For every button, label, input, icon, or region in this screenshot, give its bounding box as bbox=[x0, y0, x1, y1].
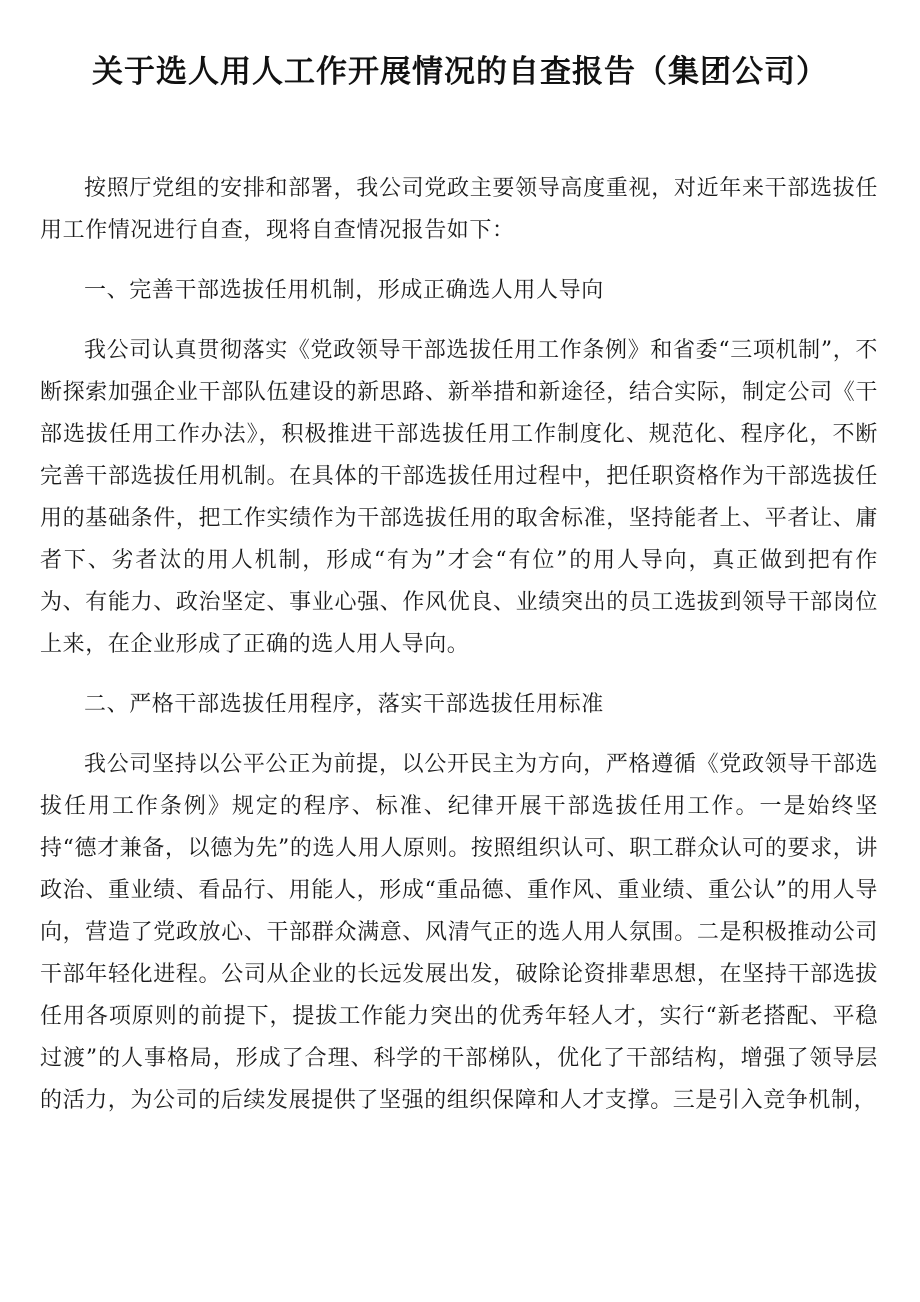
document-title: 关于选人用人工作开展情况的自查报告（集团公司） bbox=[92, 54, 828, 90]
section-2-paragraph: 我公司坚持以公平公正为前提，以公开民主为方向，严格遵循《党政领导干部选拔任用工作条例》规定的程序、标准、纪律开展干部选拔任用工作。一是始终坚持“德才兼备，以德为先”的选人用人原则。按照组织认可、职工群众认可的要求，讲政治、重业绩、看品行、用能人，形成“重品德、重作风、重业绩、重公认”的用人导向，营造了党政放心、干部群众满意、风清气正的选人用人氛围。二是积极推动公司干部年轻化进程。公司从企业的长远发展出发，破除论资排辈思想，在坚持干部选拔任用各项原则的前提下，提拔工作能力突出的优秀年轻人才，实行“新老搭配、平稳过渡”的人事格局，形成了合理、科学的干部梯队，优化了干部结构，增强了领导层的活力，为公司的后续发展提供了坚强的组织保障和人才支撑。三是引入竞争机制， bbox=[40, 752, 878, 1113]
section-1-heading: 一、完善干部选拔任用机制，形成正确选人用人导向 bbox=[84, 278, 604, 303]
intro-paragraph: 按照厅党组的安排和部署，我公司党政主要领导高度重视，对近年来干部选拔任用工作情况进行自查，现将自查情况报告如下： bbox=[40, 176, 878, 243]
document-body bbox=[40, 168, 878, 1140]
section-2-heading: 二、严格干部选拔任用程序，落实干部选拔任用标准 bbox=[84, 692, 604, 717]
section-1-paragraph: 我公司认真贯彻落实《党政领导干部选拔任用工作条例》和省委“三项机制”，不断探索加强企业干部队伍建设的新思路、新举措和新途径，结合实际，制定公司《干部选拔任用工作办法》，积极推进干部选拔任用工作制度化、规范化、程序化，不断完善干部选拔任用机制。在具体的干部选拔任用过程中，把任职资格作为干部选拔任用的基础条件，把工作实绩作为干部选拔任用的取舍标准，坚持能者上、平者让、庸者下、劣者汰的用人机制，形成“有为”才会“有位”的用人导向，真正做到把有作为、有能力、政治坚定、事业心强、作风优良、业绩突出的员工选拔到领导干部岗位上来，在企业形成了正确的选人用人导向。 bbox=[40, 338, 878, 657]
